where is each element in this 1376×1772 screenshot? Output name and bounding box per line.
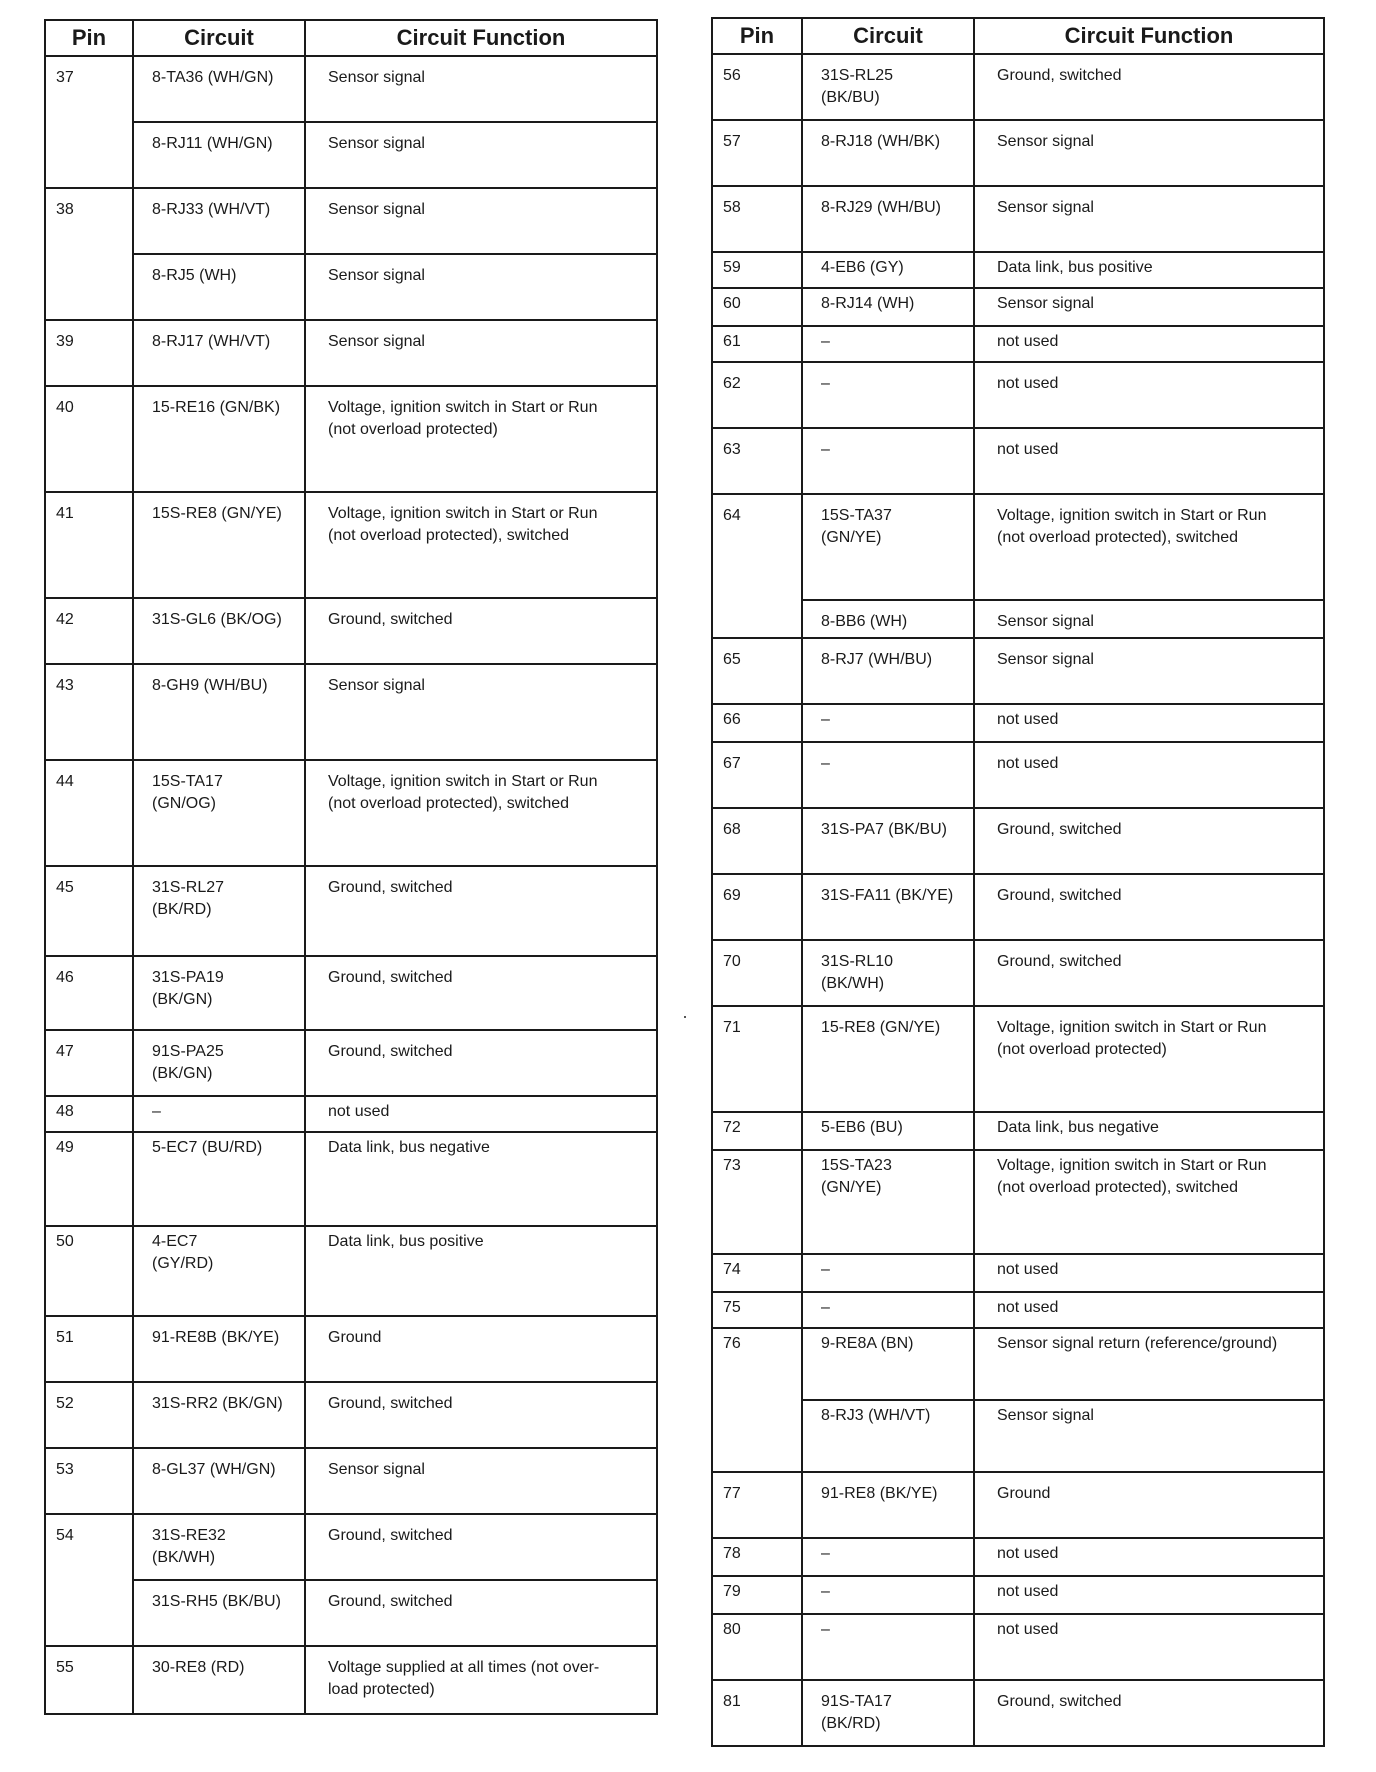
circuit-function-cell: not used (974, 1292, 1324, 1328)
pin-cell: 75 (712, 1292, 802, 1328)
pin-cell: 81 (712, 1680, 802, 1746)
table-row (45, 664, 657, 760)
pin-cell: 38 (45, 188, 133, 320)
table-row (45, 1646, 657, 1714)
circuit-cell: 15-RE8 (GN/YE) (802, 1006, 974, 1112)
table-row (712, 1112, 1324, 1150)
header-circuit-function: Circuit Function (974, 18, 1324, 54)
circuit-function-cell: Data link, bus positive (305, 1226, 657, 1316)
table-row (712, 1538, 1324, 1576)
circuit-function-cell: Ground, switched (305, 1382, 657, 1448)
circuit-function-cell: not used (974, 362, 1324, 428)
circuit-cell: – (802, 1576, 974, 1614)
circuit-cell: 15S-TA17 (GN/OG) (133, 760, 305, 866)
circuit-cell: 15S-RE8 (GN/YE) (133, 492, 305, 598)
pin-cell: 39 (45, 320, 133, 386)
table-row (45, 1132, 657, 1226)
pin-cell: 49 (45, 1132, 133, 1226)
table-row (45, 1096, 657, 1132)
circuit-cell: 8-RJ17 (WH/VT) (133, 320, 305, 386)
table-row (45, 1382, 657, 1448)
pin-cell: 66 (712, 704, 802, 742)
scan-speck (684, 1016, 686, 1018)
table-row (712, 252, 1324, 288)
table-row (712, 120, 1324, 186)
circuit-cell: – (133, 1096, 305, 1132)
table-row (45, 56, 657, 122)
circuit-cell: 8-RJ3 (WH/VT) (802, 1400, 974, 1472)
circuit-function-cell: Sensor signal (305, 122, 657, 188)
circuit-function-cell: Ground, switched (974, 874, 1324, 940)
circuit-function-cell: Sensor signal (305, 56, 657, 122)
table-header-row (712, 18, 1324, 54)
circuit-cell: 31S-RE32 (BK/WH) (133, 1514, 305, 1580)
circuit-cell: – (802, 362, 974, 428)
table-row (712, 808, 1324, 874)
table-row (712, 1576, 1324, 1614)
pin-cell: 47 (45, 1030, 133, 1096)
header-circuit: Circuit (802, 18, 974, 54)
circuit-function-cell: Voltage, ignition switch in Start or Run (not overload protected) (974, 1006, 1324, 1112)
table-row (712, 494, 1324, 600)
pinout-table-left (44, 19, 658, 1715)
table-row (45, 1448, 657, 1514)
circuit-function-cell: Sensor signal (974, 600, 1324, 638)
pin-cell: 78 (712, 1538, 802, 1576)
circuit-cell: 9-RE8A (BN) (802, 1328, 974, 1400)
circuit-cell: 8-GL37 (WH/GN) (133, 1448, 305, 1514)
pin-cell: 67 (712, 742, 802, 808)
header-circuit: Circuit (133, 20, 305, 56)
circuit-function-cell: Ground, switched (305, 598, 657, 664)
circuit-cell: 91S-PA25 (BK/GN) (133, 1030, 305, 1096)
circuit-function-cell: Sensor signal (974, 1400, 1324, 1472)
circuit-cell: 8-RJ18 (WH/BK) (802, 120, 974, 186)
table-row (712, 742, 1324, 808)
circuit-cell: 5-EB6 (BU) (802, 1112, 974, 1150)
circuit-function-cell: Ground, switched (974, 1680, 1324, 1746)
table-row (45, 760, 657, 866)
pin-cell: 57 (712, 120, 802, 186)
pin-cell: 62 (712, 362, 802, 428)
pin-cell: 55 (45, 1646, 133, 1714)
circuit-function-cell: Ground, switched (305, 956, 657, 1030)
table-row (45, 492, 657, 598)
pin-cell: 64 (712, 494, 802, 638)
table-row (712, 1328, 1324, 1400)
circuit-function-cell: Voltage supplied at all times (not over- load protected) (305, 1646, 657, 1714)
table-row (712, 638, 1324, 704)
table-row (712, 1614, 1324, 1680)
pin-cell: 60 (712, 288, 802, 326)
table-row (45, 956, 657, 1030)
circuit-function-cell: Sensor signal (305, 1448, 657, 1514)
pin-cell: 46 (45, 956, 133, 1030)
pin-cell: 48 (45, 1096, 133, 1132)
pin-cell: 70 (712, 940, 802, 1006)
table-row (45, 254, 657, 320)
table-row (45, 188, 657, 254)
circuit-cell: – (802, 326, 974, 362)
circuit-function-cell: Sensor signal (974, 186, 1324, 252)
circuit-function-cell: Sensor signal (974, 120, 1324, 186)
circuit-cell: 30-RE8 (RD) (133, 1646, 305, 1714)
circuit-function-cell: Ground, switched (305, 1514, 657, 1580)
circuit-function-cell: Voltage, ignition switch in Start or Run (not overload protected), switched (974, 494, 1324, 600)
circuit-function-cell: Sensor signal (305, 320, 657, 386)
table-row (712, 940, 1324, 1006)
header-pin: Pin (45, 20, 133, 56)
circuit-function-cell: not used (974, 1254, 1324, 1292)
table-row (45, 1580, 657, 1646)
table-row (712, 362, 1324, 428)
table-row (45, 386, 657, 492)
pin-cell: 65 (712, 638, 802, 704)
pin-cell: 73 (712, 1150, 802, 1254)
pin-cell: 76 (712, 1328, 802, 1472)
pin-cell: 51 (45, 1316, 133, 1382)
circuit-cell: 8-RJ7 (WH/BU) (802, 638, 974, 704)
header-circuit-function: Circuit Function (305, 20, 657, 56)
table-row (712, 704, 1324, 742)
table-row (712, 1254, 1324, 1292)
table-row (45, 1030, 657, 1096)
table-row (45, 1514, 657, 1580)
circuit-cell: – (802, 428, 974, 494)
pin-cell: 71 (712, 1006, 802, 1112)
circuit-function-cell: Voltage, ignition switch in Start or Run (not overload protected) (305, 386, 657, 492)
circuit-cell: 8-BB6 (WH) (802, 600, 974, 638)
circuit-cell: – (802, 1538, 974, 1576)
circuit-function-cell: Ground (974, 1472, 1324, 1538)
table-row (712, 1006, 1324, 1112)
pin-cell: 74 (712, 1254, 802, 1292)
pin-cell: 53 (45, 1448, 133, 1514)
table-row (712, 186, 1324, 252)
table-row (45, 320, 657, 386)
circuit-function-cell: Voltage, ignition switch in Start or Run (not overload protected), switched (974, 1150, 1324, 1254)
circuit-cell: 31S-PA19 (BK/GN) (133, 956, 305, 1030)
pin-cell: 56 (712, 54, 802, 120)
circuit-cell: 8-RJ5 (WH) (133, 254, 305, 320)
circuit-cell: – (802, 1254, 974, 1292)
pin-cell: 61 (712, 326, 802, 362)
pin-cell: 77 (712, 1472, 802, 1538)
table-row (45, 122, 657, 188)
table-row (712, 288, 1324, 326)
circuit-function-cell: Ground, switched (974, 54, 1324, 120)
pin-cell: 52 (45, 1382, 133, 1448)
pin-cell: 80 (712, 1614, 802, 1680)
circuit-function-cell: Voltage, ignition switch in Start or Run (not overload protected), switched (305, 492, 657, 598)
circuit-function-cell: Ground, switched (974, 808, 1324, 874)
pin-cell: 37 (45, 56, 133, 188)
circuit-cell: 8-RJ33 (WH/VT) (133, 188, 305, 254)
circuit-cell: 15-RE16 (GN/BK) (133, 386, 305, 492)
circuit-cell: 15S-TA37 (GN/YE) (802, 494, 974, 600)
pin-cell: 44 (45, 760, 133, 866)
table-row (712, 1292, 1324, 1328)
pin-cell: 41 (45, 492, 133, 598)
circuit-cell: 31S-PA7 (BK/BU) (802, 808, 974, 874)
circuit-cell: – (802, 1614, 974, 1680)
circuit-function-cell: Sensor signal (305, 664, 657, 760)
circuit-function-cell: not used (974, 1538, 1324, 1576)
pin-cell: 63 (712, 428, 802, 494)
circuit-function-cell: Sensor signal (305, 254, 657, 320)
circuit-function-cell: not used (974, 1614, 1324, 1680)
pin-cell: 40 (45, 386, 133, 492)
pin-cell: 59 (712, 252, 802, 288)
circuit-cell: 8-RJ14 (WH) (802, 288, 974, 326)
table-row (712, 1680, 1324, 1746)
table-row (45, 1316, 657, 1382)
circuit-function-cell: Ground (305, 1316, 657, 1382)
circuit-function-cell: Data link, bus negative (974, 1112, 1324, 1150)
circuit-cell: 31S-RH5 (BK/BU) (133, 1580, 305, 1646)
pin-cell: 43 (45, 664, 133, 760)
circuit-function-cell: Sensor signal (305, 188, 657, 254)
circuit-cell: 31S-RL27 (BK/RD) (133, 866, 305, 956)
circuit-cell: 91-RE8B (BK/YE) (133, 1316, 305, 1382)
circuit-cell: 8-GH9 (WH/BU) (133, 664, 305, 760)
pin-cell: 50 (45, 1226, 133, 1316)
circuit-cell: – (802, 704, 974, 742)
pin-cell: 58 (712, 186, 802, 252)
table-row (712, 600, 1324, 638)
circuit-function-cell: Data link, bus positive (974, 252, 1324, 288)
table-row (45, 598, 657, 664)
circuit-function-cell: not used (305, 1096, 657, 1132)
circuit-function-cell: Sensor signal return (reference/ground) (974, 1328, 1324, 1400)
circuit-cell: 91S-TA17 (BK/RD) (802, 1680, 974, 1746)
pin-cell: 45 (45, 866, 133, 956)
circuit-cell: 4-EB6 (GY) (802, 252, 974, 288)
circuit-function-cell: Sensor signal (974, 288, 1324, 326)
circuit-cell: 31S-RR2 (BK/GN) (133, 1382, 305, 1448)
circuit-cell: 4-EC7 (GY/RD) (133, 1226, 305, 1316)
circuit-cell: – (802, 742, 974, 808)
circuit-cell: 31S-RL25 (BK/BU) (802, 54, 974, 120)
pin-cell: 68 (712, 808, 802, 874)
table-header-row (45, 20, 657, 56)
circuit-function-cell: Ground, switched (974, 940, 1324, 1006)
circuit-function-cell: Data link, bus negative (305, 1132, 657, 1226)
circuit-cell: 15S-TA23 (GN/YE) (802, 1150, 974, 1254)
circuit-cell: 31S-RL10 (BK/WH) (802, 940, 974, 1006)
table-row (712, 428, 1324, 494)
table-row (45, 1226, 657, 1316)
circuit-cell: 31S-GL6 (BK/OG) (133, 598, 305, 664)
table-row (45, 866, 657, 956)
circuit-cell: 8-TA36 (WH/GN) (133, 56, 305, 122)
circuit-function-cell: Sensor signal (974, 638, 1324, 704)
header-pin: Pin (712, 18, 802, 54)
table-row (712, 1472, 1324, 1538)
pin-cell: 79 (712, 1576, 802, 1614)
circuit-cell: 31S-FA11 (BK/YE) (802, 874, 974, 940)
table-row (712, 874, 1324, 940)
circuit-function-cell: not used (974, 326, 1324, 362)
pin-cell: 42 (45, 598, 133, 664)
pinout-table-right (711, 17, 1325, 1747)
circuit-function-cell: Ground, switched (305, 866, 657, 956)
table-row (712, 326, 1324, 362)
pin-cell: 54 (45, 1514, 133, 1646)
circuit-function-cell: Ground, switched (305, 1580, 657, 1646)
table-row (712, 1150, 1324, 1254)
pin-cell: 72 (712, 1112, 802, 1150)
circuit-cell: 91-RE8 (BK/YE) (802, 1472, 974, 1538)
circuit-function-cell: not used (974, 428, 1324, 494)
circuit-function-cell: not used (974, 742, 1324, 808)
table-row (712, 1400, 1324, 1472)
circuit-cell: 8-RJ29 (WH/BU) (802, 186, 974, 252)
circuit-function-cell: Voltage, ignition switch in Start or Run (not overload protected), switched (305, 760, 657, 866)
circuit-cell: – (802, 1292, 974, 1328)
circuit-function-cell: Ground, switched (305, 1030, 657, 1096)
table-row (712, 54, 1324, 120)
pin-cell: 69 (712, 874, 802, 940)
circuit-cell: 5-EC7 (BU/RD) (133, 1132, 305, 1226)
circuit-function-cell: not used (974, 704, 1324, 742)
circuit-function-cell: not used (974, 1576, 1324, 1614)
circuit-cell: 8-RJ11 (WH/GN) (133, 122, 305, 188)
